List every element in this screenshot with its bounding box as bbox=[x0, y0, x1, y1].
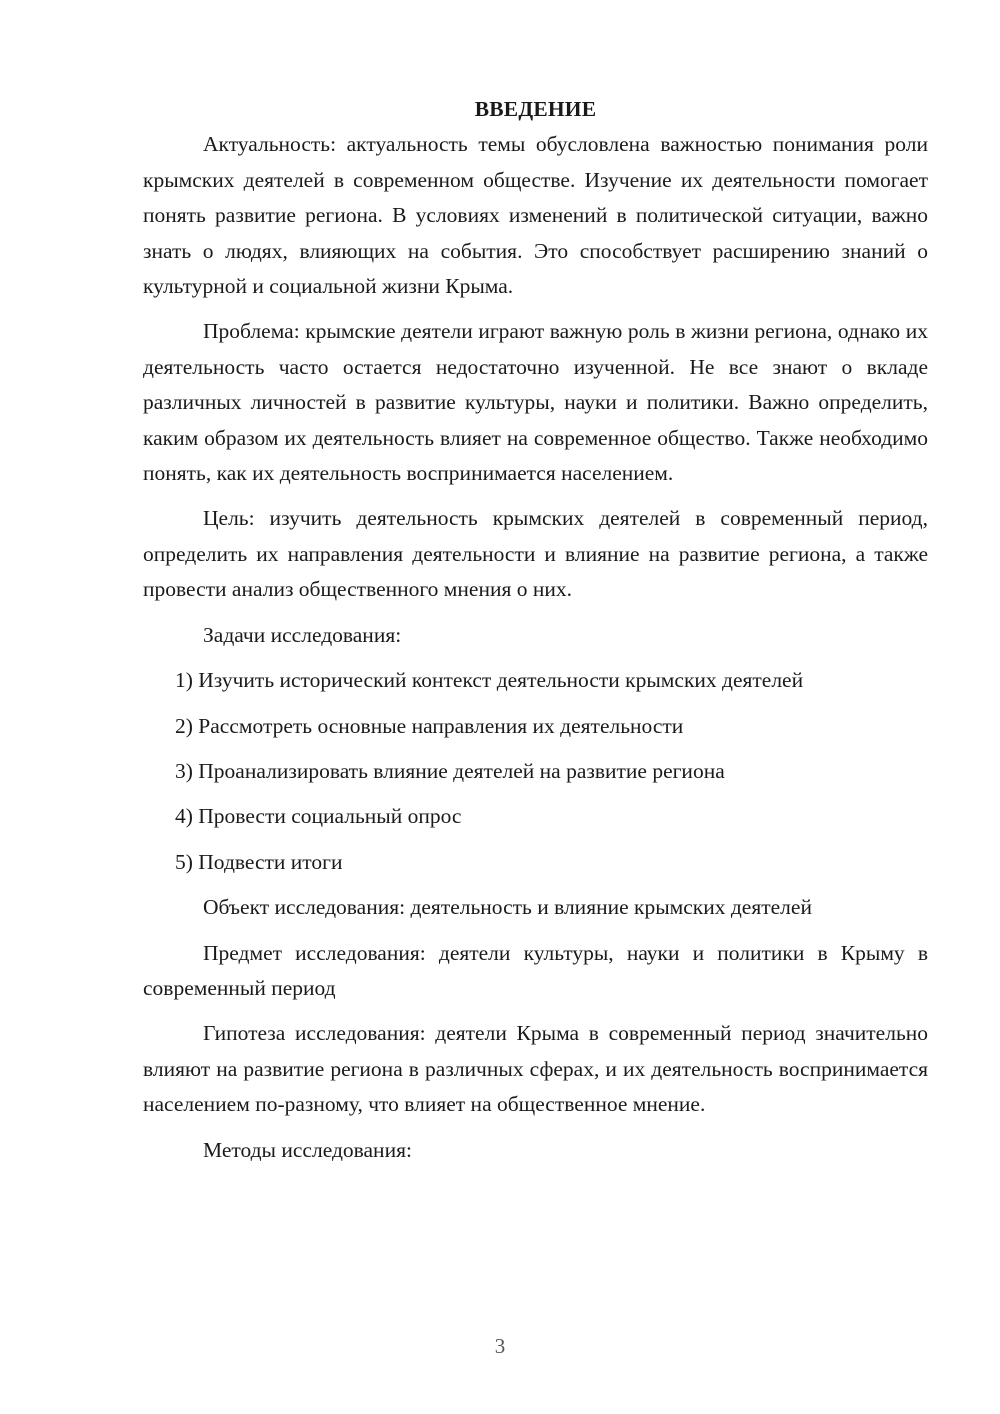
tasks-list bbox=[143, 663, 928, 880]
problem-paragraph: Проблема: крымские деятели играют важную роль в жизни региона, однако их деятельность часто остается недостаточно изученной. Не все знают о вкладе различных личностей в развитие культуры, науки и политики. Важно определить, каким образом их деятельность влияет на современное общество. Также необходимо понять, как их деятельность воспринимается населением. bbox=[143, 319, 928, 486]
methods-heading: Методы исследования: bbox=[203, 1137, 412, 1162]
relevance-paragraph: Актуальность: актуальность темы обусловлена важностью понимания роли крымских деятелей в современном обществе. Изучение их деятельности помогает понять развитие региона. В условиях изменений в политической ситуации, важно знать о людях, влияющих на события. Это способствует расширению знаний о культурной и социальной жизни Крыма. bbox=[143, 132, 928, 299]
page-number: 3 bbox=[494, 1334, 506, 1358]
document-page bbox=[143, 92, 928, 1168]
object-paragraph: Объект исследования: деятельность и влияние крымских деятелей bbox=[203, 895, 812, 920]
list-item: 4) Провести социальный опрос bbox=[175, 804, 462, 829]
section-title: ВВЕДЕНИЕ bbox=[474, 97, 597, 121]
subject-paragraph: Предмет исследования: деятели культуры, науки и политики в Крыму в современный период bbox=[143, 940, 928, 1000]
list-item: 3) Проанализировать влияние деятелей на развитие региона bbox=[175, 758, 725, 783]
hypothesis-paragraph: Гипотеза исследования: деятели Крыма в современный период значительно влияют на развитие региона в различных сферах, и их деятельность воспринимается населением по-разному, что влияет на общественное мнение. bbox=[143, 1021, 928, 1117]
list-item: 2) Рассмотреть основные направления их деятельности bbox=[175, 713, 684, 738]
tasks-heading: Задачи исследования: bbox=[203, 622, 402, 647]
list-item: 5) Подвести итоги bbox=[175, 849, 343, 874]
list-item: 1) Изучить исторический контекст деятельности крымских деятелей bbox=[175, 668, 804, 693]
goal-paragraph: Цель: изучить деятельность крымских деятелей в современный период, определить их направления деятельности и влияние на развитие региона, а также провести анализ общественного мнения о них. bbox=[143, 506, 928, 602]
